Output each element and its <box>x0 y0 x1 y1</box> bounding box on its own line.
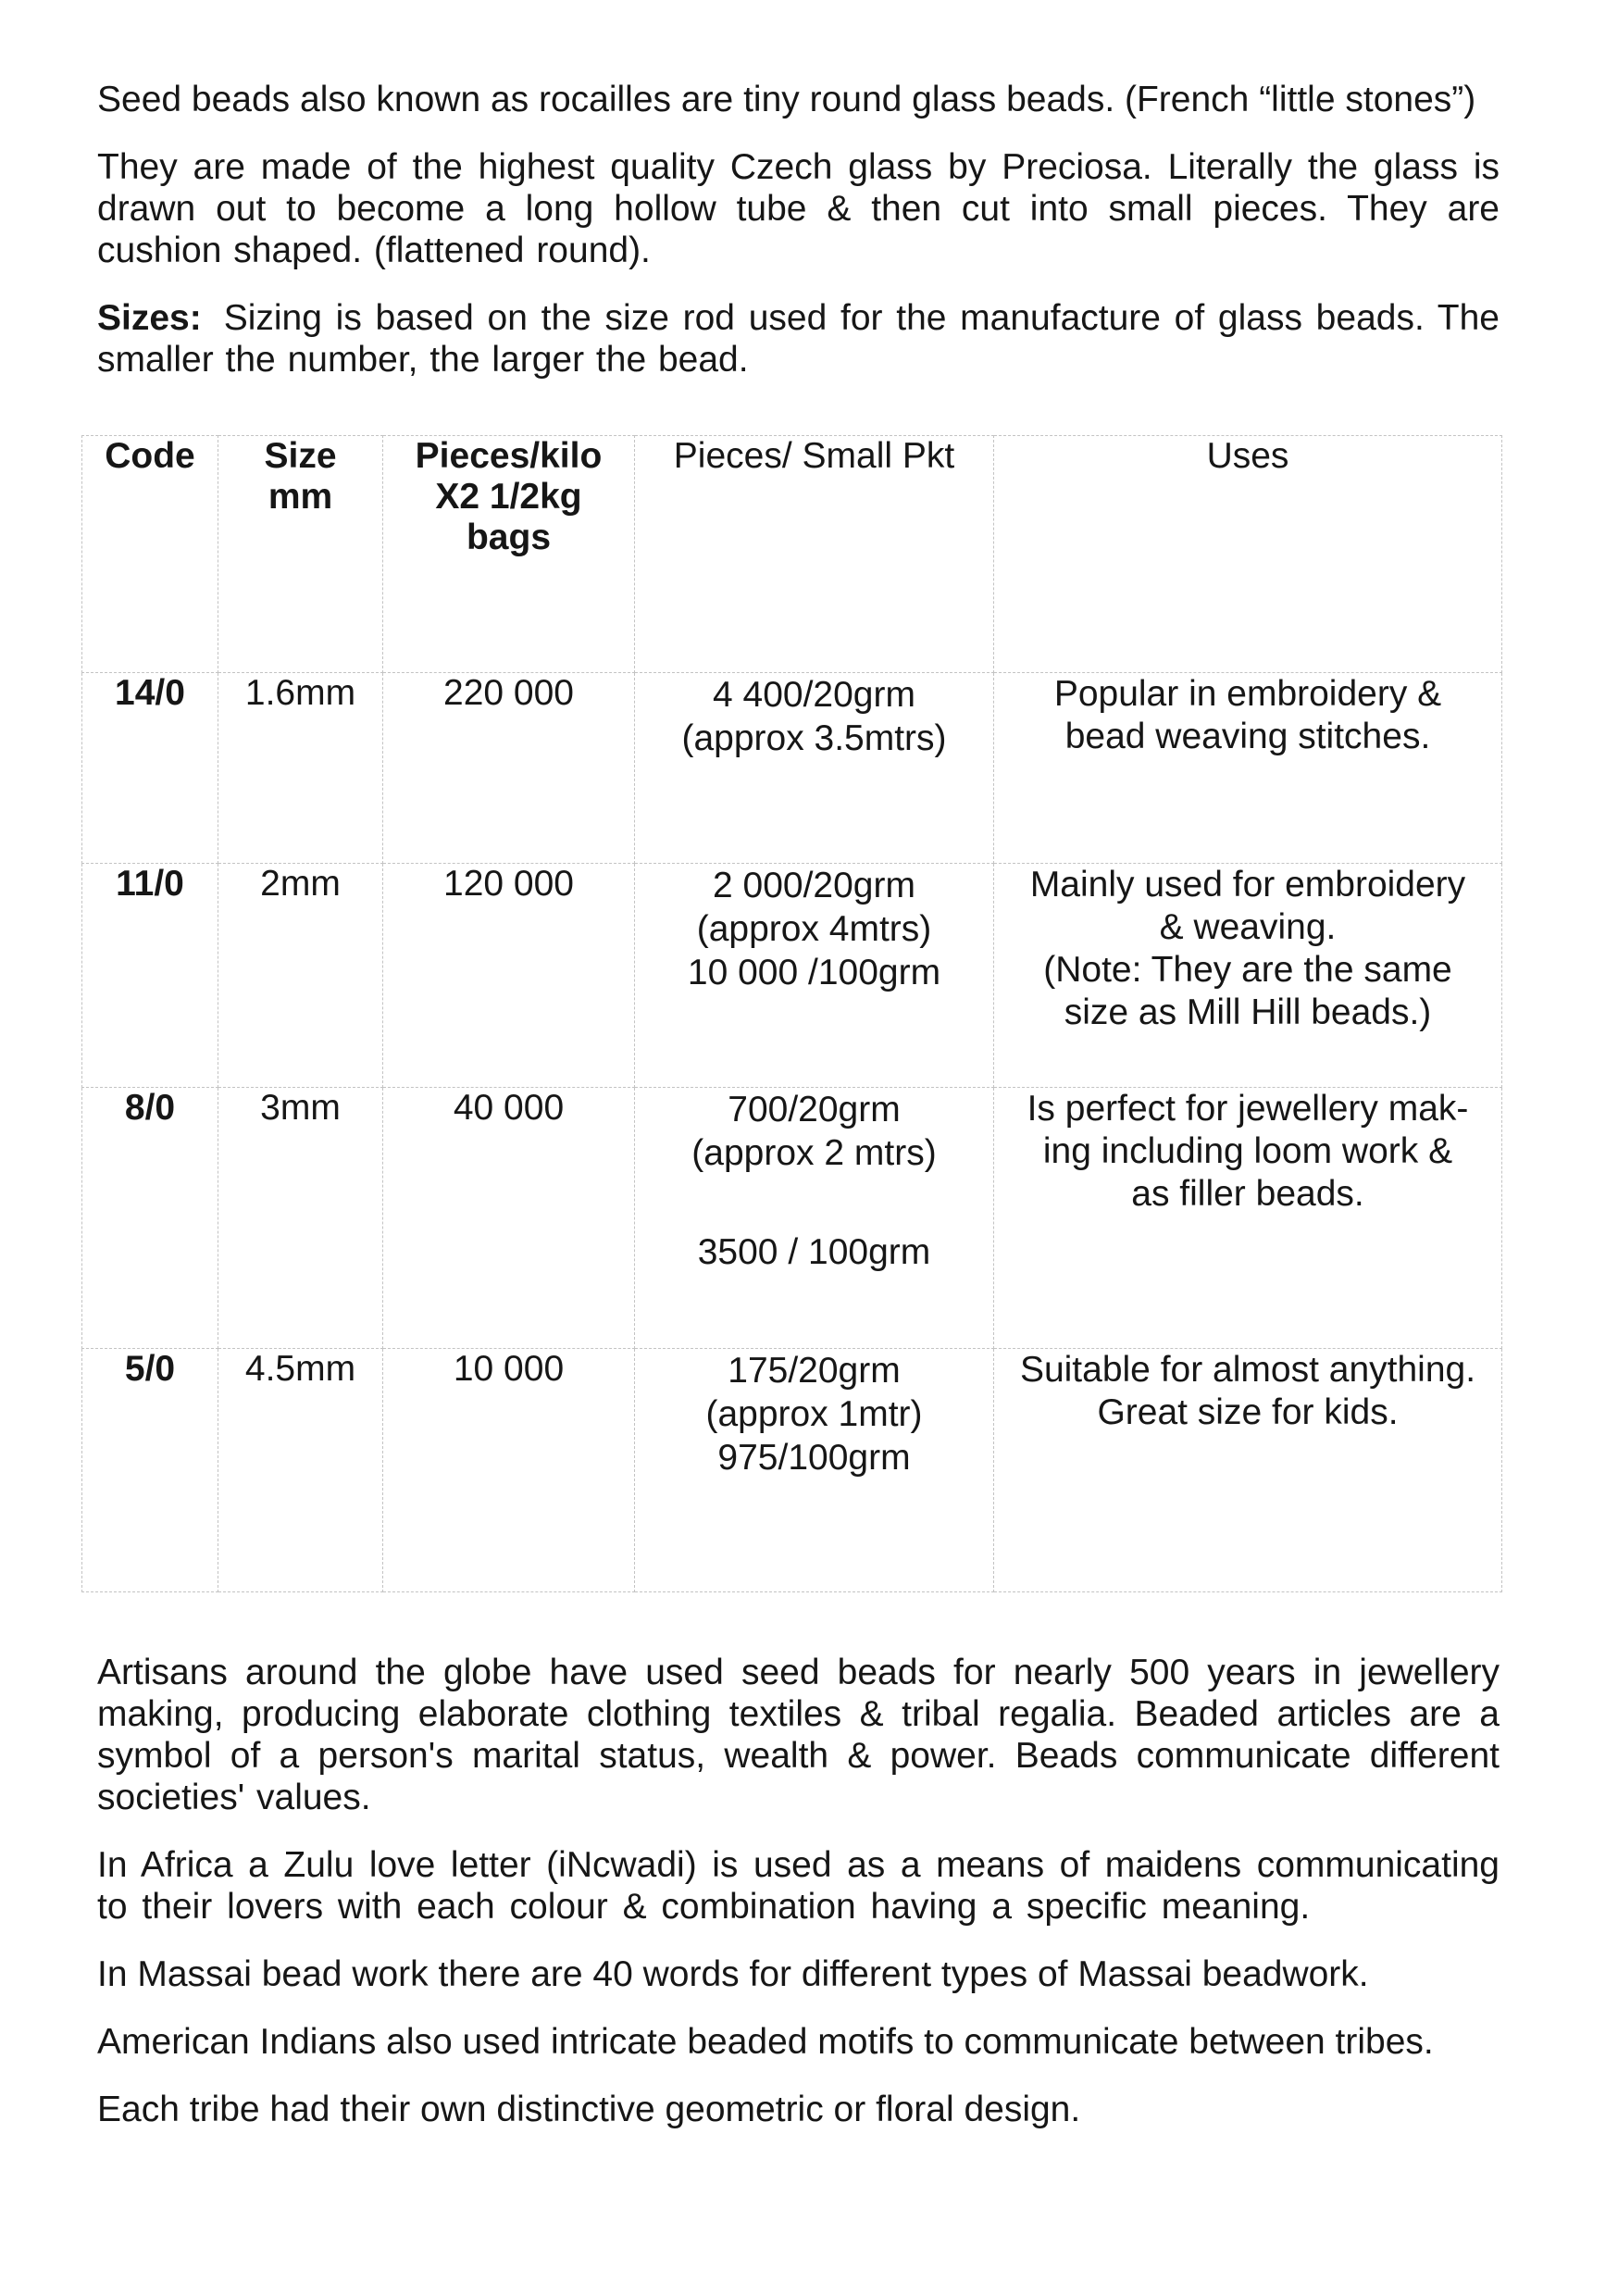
size-value: 1.6mm <box>244 673 356 713</box>
uses-line: bead weaving stitches. <box>1064 717 1431 756</box>
outro-paragraph-american-indians: American Indians also used intricate beaded motifs to communicate between tribes. <box>97 2022 1434 2062</box>
cell-code <box>82 1349 218 1592</box>
code-value: 14/0 <box>115 673 185 713</box>
header-code-label: Code <box>105 436 195 476</box>
uses-line: & weaving. <box>1159 907 1337 947</box>
cell-code <box>82 673 218 864</box>
table-header-row <box>82 436 1502 673</box>
sizes-text: Sizing is based on the size rod used for the manufacture of glass beads. The smaller the number, the larger the bead. <box>97 298 1500 380</box>
outro-paragraph-zulu: In Africa a Zulu love letter (iNcwadi) is used as a means of maidens communicating to their lovers with each colour & combination having a specific meaning. <box>97 1845 1500 1927</box>
pkt-line: 175/20grm <box>728 1351 901 1391</box>
sizes-label: Sizes: <box>97 298 202 338</box>
pkt-line: 4 400/20grm <box>713 675 915 715</box>
uses-line: Mainly used for embroidery <box>1029 865 1466 905</box>
pieces-value: 220 000 <box>443 673 574 713</box>
pkt-line: (approx 4mtrs) <box>696 909 932 949</box>
outro-paragraph-massai: In Massai bead work there are 40 words for different types of Massai beadwork. <box>97 1954 1369 1994</box>
uses-line: Popular in embroidery & <box>1053 674 1442 714</box>
header-uses <box>994 436 1502 673</box>
uses-line: ing including loom work & <box>1042 1131 1453 1171</box>
header-pieces-line-3: bags <box>466 518 552 557</box>
table-row-5-0 <box>82 1349 1502 1592</box>
cell-code <box>82 1088 218 1349</box>
cell-pieces-kilo <box>383 673 635 864</box>
header-pieces-line-2: X2 1/2kg <box>435 477 582 517</box>
cell-uses <box>994 1349 1502 1592</box>
cell-small-pkt <box>635 1088 994 1349</box>
code-value: 11/0 <box>116 864 184 904</box>
cell-uses <box>994 864 1502 1088</box>
cell-size <box>218 1088 383 1349</box>
size-value: 4.5mm <box>244 1349 356 1389</box>
header-small-pkt-label: Pieces/ Small Pkt <box>673 436 955 476</box>
intro-paragraph-seed-beads: Seed beads also known as rocailles are tiny round glass beads. (French “little stones”) <box>97 80 1476 119</box>
pkt-line: 10 000 /100grm <box>687 953 941 992</box>
cell-small-pkt <box>635 1349 994 1592</box>
header-size-unit: mm <box>268 477 333 517</box>
cell-small-pkt <box>635 864 994 1088</box>
cell-code <box>82 864 218 1088</box>
cell-pieces-kilo <box>383 864 635 1088</box>
seed-beads-size-table <box>81 435 1502 1592</box>
pkt-line: 3500 / 100grm <box>697 1232 931 1272</box>
header-pieces-line-1: Pieces/kilo <box>415 436 603 476</box>
size-value: 2mm <box>260 864 341 904</box>
pieces-value: 40 000 <box>453 1088 565 1128</box>
cell-uses <box>994 673 1502 864</box>
cell-pieces-kilo <box>383 1088 635 1349</box>
pkt-line: 2 000/20grm <box>713 866 915 905</box>
pkt-gap <box>635 1175 993 1230</box>
uses-line: Is perfect for jewellery mak- <box>1027 1089 1469 1129</box>
code-value: 5/0 <box>124 1349 176 1389</box>
code-value: 8/0 <box>124 1088 176 1128</box>
cell-pieces-kilo <box>383 1349 635 1592</box>
pieces-value: 10 000 <box>453 1349 565 1389</box>
header-code <box>82 436 218 673</box>
size-value: 3mm <box>260 1088 341 1128</box>
cell-size <box>218 864 383 1088</box>
header-size <box>218 436 383 673</box>
pkt-line: 975/100grm <box>717 1438 911 1478</box>
table-row-8-0 <box>82 1088 1502 1349</box>
pkt-line: (approx 2 mtrs) <box>691 1133 937 1173</box>
uses-line: as filler beads. <box>1131 1174 1364 1214</box>
uses-line: Great size for kids. <box>1097 1392 1399 1432</box>
header-uses-label: Uses <box>1206 436 1289 476</box>
header-small-pkt <box>635 436 994 673</box>
uses-line: Suitable for almost anything. <box>1019 1350 1476 1390</box>
uses-line: (Note: They are the same <box>1043 950 1452 990</box>
pkt-line: 700/20grm <box>728 1090 901 1129</box>
header-size-label: Size <box>264 436 337 476</box>
pkt-line: (approx 3.5mtrs) <box>681 718 947 758</box>
cell-uses <box>994 1088 1502 1349</box>
table-row-14-0 <box>82 673 1502 864</box>
pkt-line: (approx 1mtr) <box>705 1394 923 1434</box>
table-row-11-0 <box>82 864 1502 1088</box>
outro-paragraph-each-tribe: Each tribe had their own distinctive geometric or floral design. <box>97 2090 1081 2129</box>
uses-line: size as Mill Hill beads.) <box>1064 992 1432 1032</box>
intro-paragraph-sizes <box>97 297 1500 381</box>
intro-paragraph-czech-glass: They are made of the highest quality Czech glass by Preciosa. Literally the glass is drawn out to become a long hollow tube & then cut into small pieces. They are cushion shaped. (flattened round). <box>97 147 1500 270</box>
pieces-value: 120 000 <box>443 864 574 904</box>
cell-size <box>218 1349 383 1592</box>
header-pieces-kilo <box>383 436 635 673</box>
cell-size <box>218 673 383 864</box>
outro-paragraph-artisans: Artisans around the globe have used seed beads for nearly 500 years in jewellery making, producing elaborate clothing textiles & tribal regalia. Beaded articles are a symbol of a person's marital status, wealth & power. Beads communicate different societies' values. <box>97 1653 1500 1817</box>
cell-small-pkt <box>635 673 994 864</box>
